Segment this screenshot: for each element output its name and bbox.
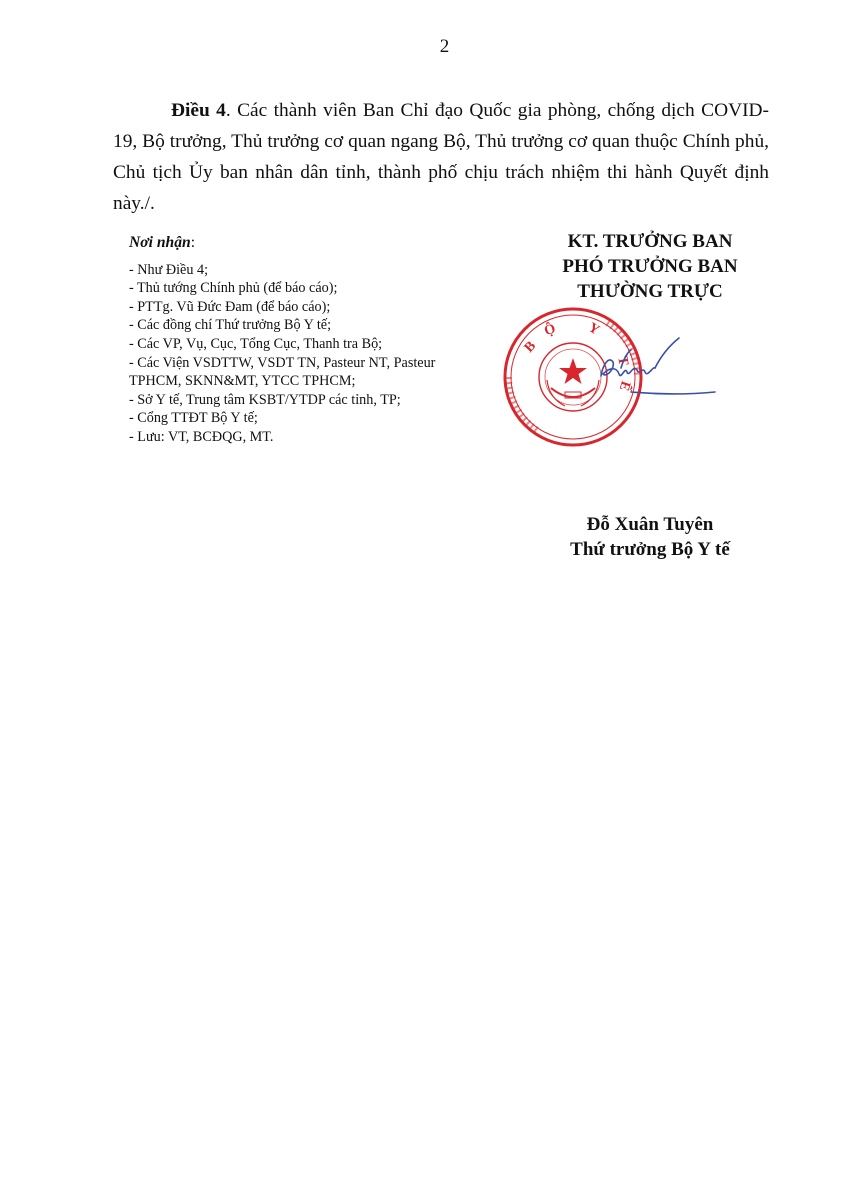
recipient-item: - PTTg. Vũ Đức Đam (để báo cáo); [129, 298, 331, 315]
recipients-block [129, 234, 479, 447]
recipient-item: - Các VP, Vụ, Cục, Tổng Cục, Thanh tra Bộ; [129, 335, 383, 352]
official-seal-with-signature [503, 306, 723, 448]
signer-title-line: PHÓ TRƯỞNG BAN [562, 256, 738, 277]
recipient-item: - Cổng TTĐT Bộ Y tế; [129, 410, 258, 427]
recipient-item: - Lưu: VT, BCĐQG, MT. [129, 428, 274, 445]
signer-name: Đỗ Xuân Tuyên [586, 514, 714, 535]
recipient-item: - Các đồng chí Thứ trưởng Bộ Y tế; [129, 317, 332, 334]
signer-title-line: THƯỜNG TRỰC [577, 281, 723, 302]
signer-title-line: KT. TRƯỞNG BAN [567, 231, 733, 252]
article-label: Điều 4 [171, 100, 226, 121]
signer-title [490, 229, 810, 304]
recipient-item: - Các Viện VSDTTW, VSDT TN, Pasteur NT, Pasteur [129, 354, 436, 371]
recipient-item: - Thủ tướng Chính phủ (để báo cáo); [129, 280, 338, 297]
recipients-heading: Nơi nhận: [129, 234, 196, 251]
signer-block [490, 512, 810, 562]
page-number: 2 [439, 36, 450, 57]
article-4 [113, 95, 769, 219]
recipient-item: - Như Điều 4; [129, 261, 209, 278]
seal-text: BỘ Y TẾ [521, 317, 634, 406]
recipient-item: - Sở Y tế, Trung tâm KSBT/YTDP các tỉnh, TP; [129, 391, 401, 408]
recipient-item: TPHCM, SKNN&MT, YTCC TPHCM; [129, 373, 356, 390]
signer-position: Thứ trưởng Bộ Y tế [570, 539, 730, 560]
recipients-heading-text: Nơi nhận [129, 234, 191, 251]
article-text: . Các thành viên Ban Chỉ đạo Quốc gia phòng, chống dịch COVID-19, Bộ trưởng, Thủ trưởng cơ quan ngang Bộ, Thủ trưởng cơ quan thuộc Chính phủ, Chủ tịch Ủy ban nhân dân tỉnh, thành phố chịu trách nhiệm thi hành Quyết định này./. [113, 100, 769, 214]
